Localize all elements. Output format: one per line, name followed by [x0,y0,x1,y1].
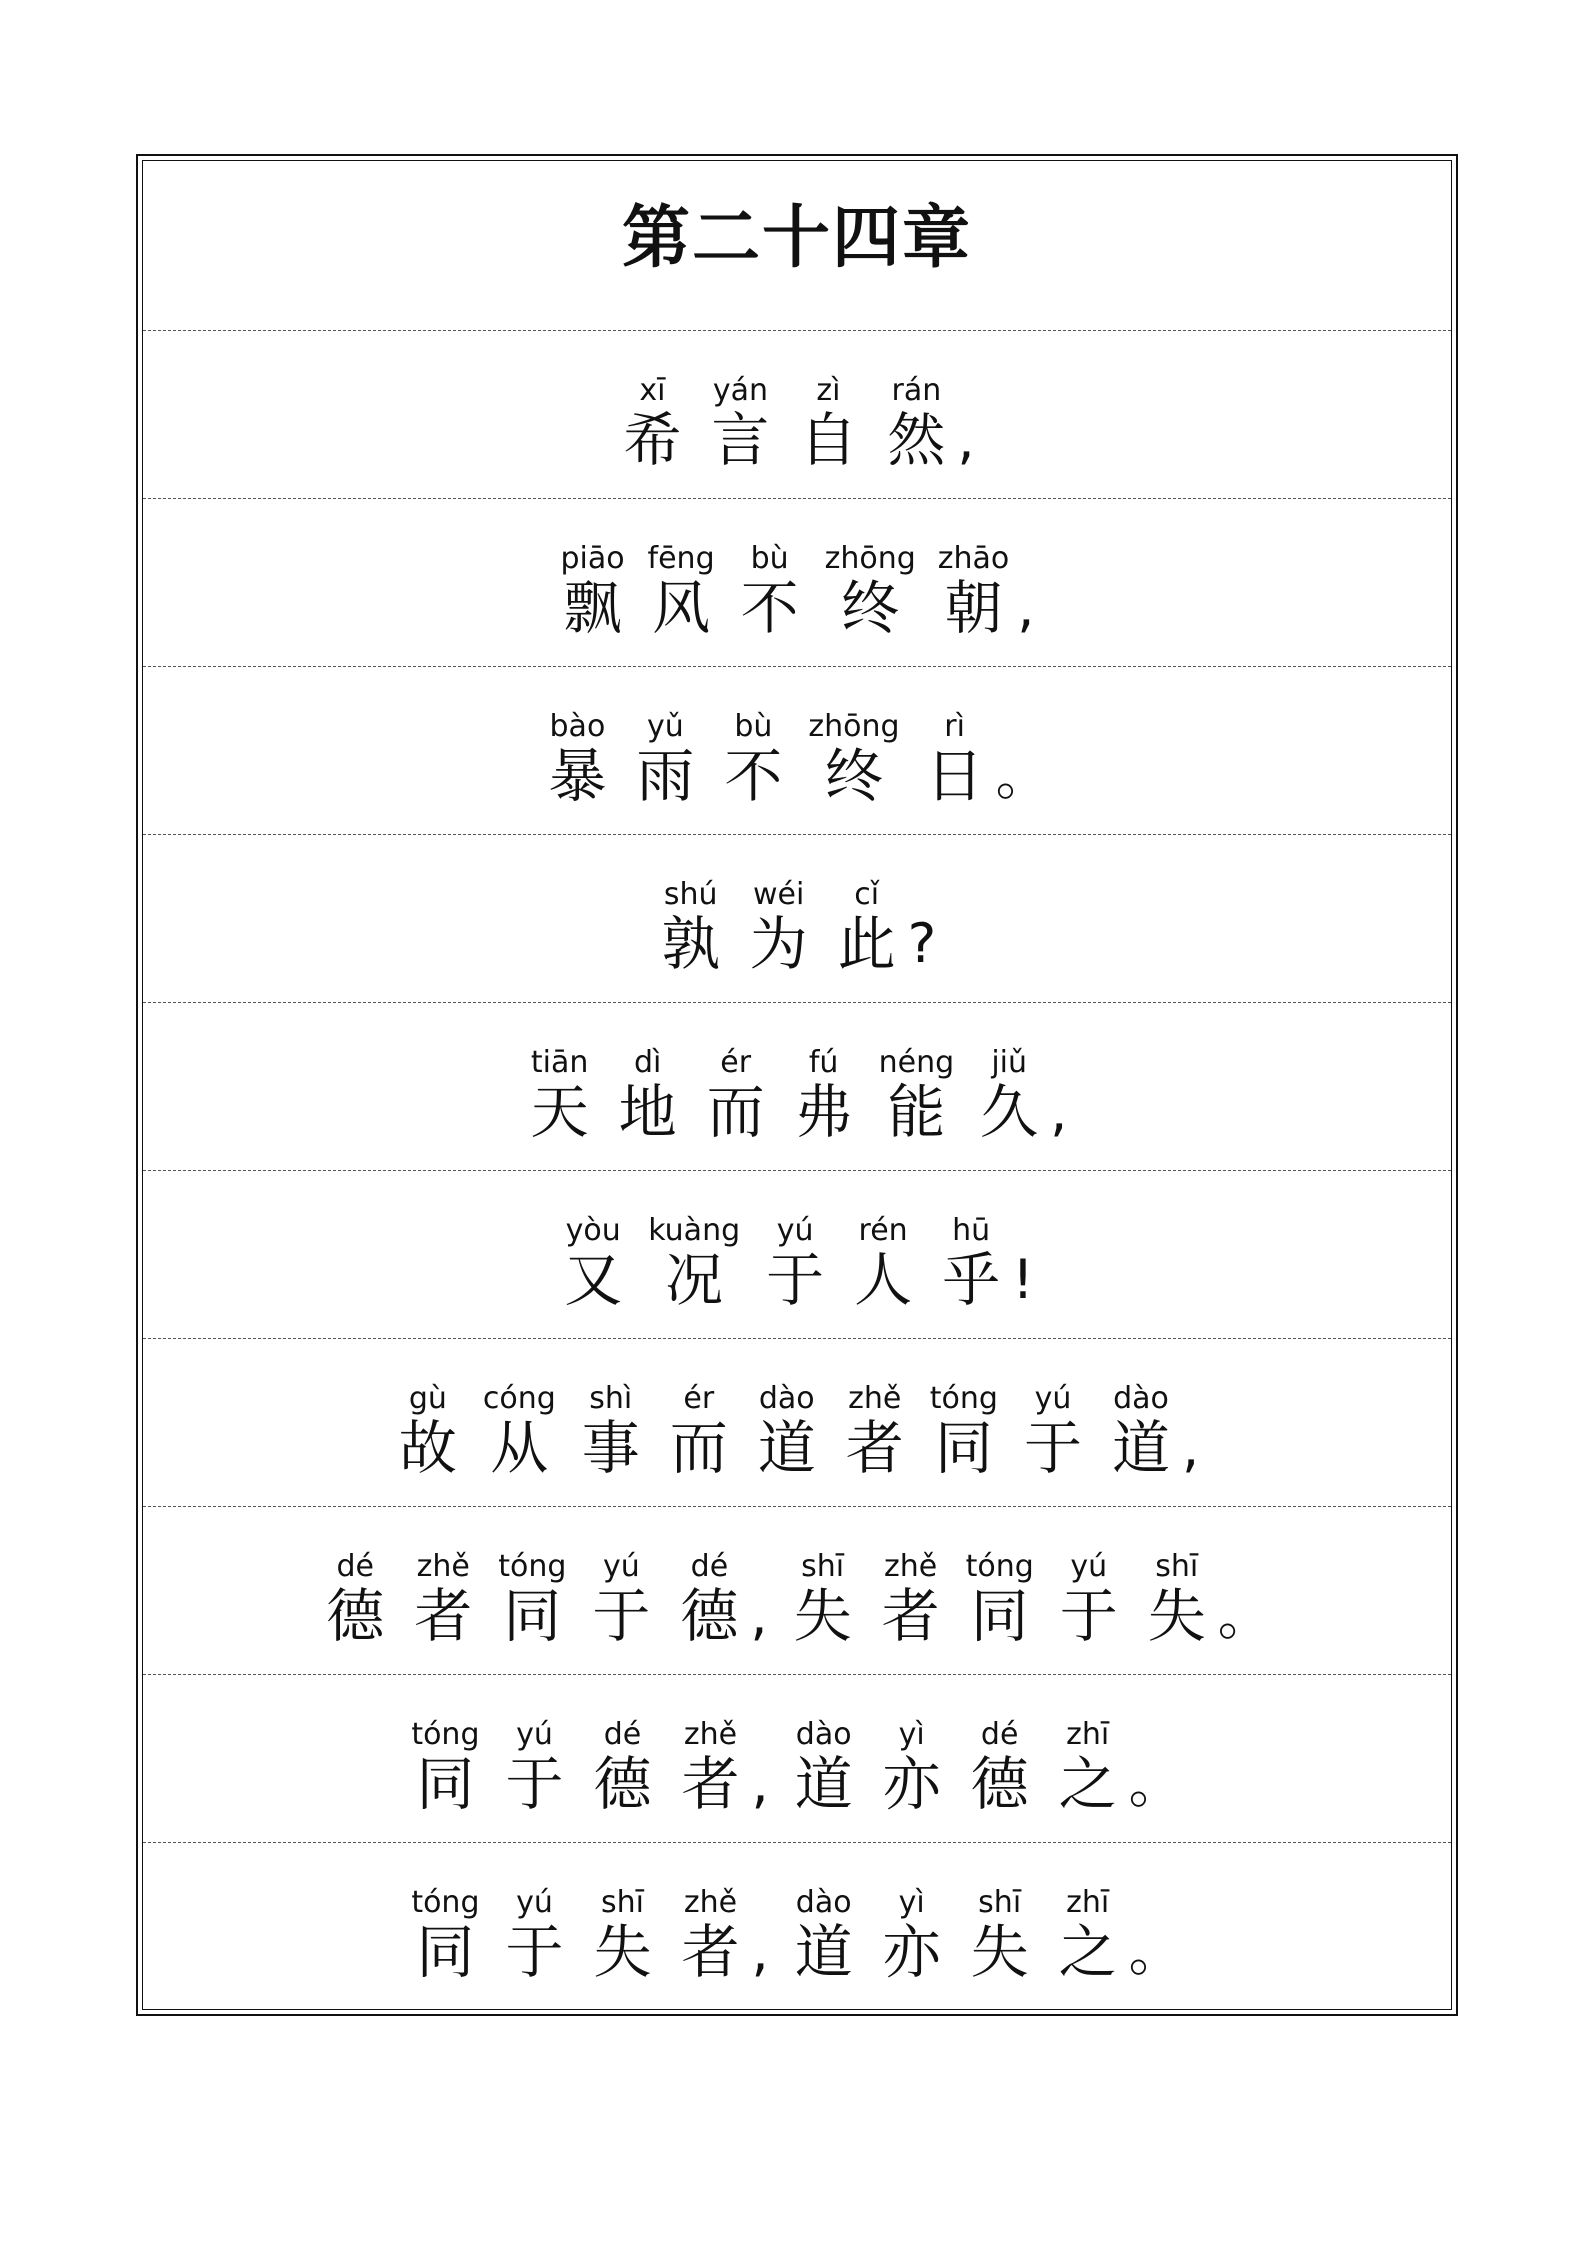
page-frame [136,154,1458,2016]
character-cell [790,1551,856,1649]
character-cell [502,1719,568,1817]
pinyin: shī [601,1885,644,1920]
hanzi: 者 [845,1414,904,1482]
pinyin: rén [858,1213,908,1248]
pinyin: zhě [683,1717,738,1752]
pinyin: tóng [498,1549,567,1584]
pinyin: zhāo [937,541,1010,576]
pinyin: yǔ [647,709,684,744]
hanzi: 于 [766,1246,825,1314]
pinyin: fú [808,1045,839,1080]
hanzi: 自 [799,406,858,474]
character-cell [707,375,773,473]
character-cell [658,879,724,977]
character-cell [967,1719,1033,1817]
character-cell [1020,1383,1086,1481]
hanzi: 天 [530,1078,589,1146]
hanzi: 者 [681,1918,740,1986]
character-cell [411,1887,479,1985]
character-cell [795,375,861,473]
hanzi: 久 [980,1078,1039,1146]
character-cell [1108,1383,1174,1481]
character-cell [879,1719,945,1817]
hanzi: 日 [925,742,984,810]
character-cell [703,1047,769,1145]
hanzi: 乎 [942,1246,1001,1314]
verse-row [143,331,1451,499]
content-box [142,160,1452,2010]
hanzi: 此 [837,910,896,978]
character-cell [922,711,988,809]
character-cell [590,1887,656,1985]
hanzi: 德 [326,1582,385,1650]
character-cell [720,711,786,809]
pinyin: bù [734,709,773,744]
pinyin: yú [603,1549,640,1584]
hanzi: 者 [881,1582,940,1650]
hanzi: 亦 [882,1750,941,1818]
character-cell [544,711,610,809]
pinyin: yú [516,1885,553,1920]
hanzi: 不 [724,742,783,810]
pinyin: yán [712,373,768,408]
pinyin: shī [978,1885,1022,1920]
hanzi: 同 [416,1918,475,1986]
chapter-title: 第二十四章 [621,199,972,278]
pinyin: zhōng [808,709,900,744]
character-cell [762,1215,828,1313]
pinyin: cǐ [854,877,880,912]
character-cell [938,1215,1004,1313]
character-cell [791,1719,857,1817]
pinyin: dào [758,1381,815,1416]
character-cell [1056,1551,1122,1649]
hanzi: 于 [505,1750,564,1818]
hanzi: 事 [581,1414,640,1482]
verse-row [143,1171,1451,1339]
character-cell [1055,1887,1121,1985]
hanzi: 朝 [944,574,1003,642]
punctuation: , [750,1584,768,1647]
pinyin: yú [776,1213,814,1248]
pinyin: shì [589,1381,633,1416]
punctuation: , [1050,1080,1068,1143]
pinyin: shī [801,1549,845,1584]
hanzi: 者 [414,1582,473,1650]
verse-line [143,711,1451,809]
pinyin: shú [663,877,718,912]
character-cell [791,1047,857,1145]
punctuation: 。 [995,744,1050,807]
pinyin: néng [878,1045,955,1080]
hanzi: 希 [623,406,682,474]
pinyin: wéi [752,877,805,912]
pinyin: yì [898,1717,925,1752]
hanzi: 同 [970,1582,1029,1650]
character-cell [791,1887,857,1985]
pinyin: fēng [647,541,715,576]
character-cell [322,1551,388,1649]
character-cell [666,1383,732,1481]
hanzi: 飘 [563,574,622,642]
hanzi: 从 [490,1414,549,1482]
verse-line [143,1719,1451,1817]
character-cell [502,1887,568,1985]
hanzi: 雨 [636,742,695,810]
pinyin: yì [898,1885,925,1920]
pinyin: dào [795,1717,852,1752]
pinyin: zhě [848,1381,902,1416]
pinyin: bào [549,709,606,744]
verse-row [143,1675,1451,1843]
pinyin: zhī [1066,1717,1110,1752]
verse-row [143,1003,1451,1171]
character-cell [1055,1719,1121,1817]
pinyin: tóng [965,1549,1034,1584]
pinyin: dào [1113,1381,1169,1416]
character-cell [560,543,626,641]
character-cell [678,1887,744,1985]
character-cell [588,1551,654,1649]
hanzi: 同 [416,1750,475,1818]
pinyin: hū [952,1213,991,1248]
pinyin: zhě [416,1549,470,1584]
hanzi: 于 [1023,1414,1082,1482]
punctuation: ! [1012,1248,1034,1311]
pinyin: rán [891,373,942,408]
hanzi: 德 [593,1750,652,1818]
character-cell [850,1215,916,1313]
hanzi: 者 [681,1750,740,1818]
hanzi: 然 [887,406,946,474]
character-cell [825,543,916,641]
character-cell [808,711,899,809]
character-cell [842,1383,908,1481]
pinyin: ér [720,1045,752,1080]
hanzi: 暴 [548,742,607,810]
character-cell [976,1047,1042,1145]
pinyin: tiān [530,1045,589,1080]
punctuation: 。 [1217,1584,1272,1647]
pinyin: yú [1034,1381,1072,1416]
verse-line [143,543,1451,641]
pinyin: dé [690,1549,729,1584]
verse-line [143,1047,1451,1145]
hanzi: 失 [793,1582,852,1650]
character-cell [498,1551,566,1649]
verse-row [143,835,1451,1003]
hanzi: 之 [1058,1750,1117,1818]
punctuation: 。 [1128,1920,1183,1983]
punctuation: , [751,1752,769,1815]
pinyin: dé [603,1717,642,1752]
punctuation: , [957,408,975,471]
character-cell [930,1383,998,1481]
character-cell [632,711,698,809]
pinyin: zì [816,373,841,408]
character-cell [754,1383,820,1481]
pinyin: jiǔ [991,1045,1028,1080]
character-cell [578,1383,644,1481]
character-cell [395,1383,461,1481]
verse-line [143,1215,1451,1313]
punctuation: ? [907,912,937,975]
character-cell [615,1047,681,1145]
hanzi: 失 [970,1918,1029,1986]
character-cell [410,1551,476,1649]
punctuation: , [751,1920,769,1983]
pinyin: cóng [482,1381,556,1416]
pinyin: tóng [929,1381,998,1416]
pinyin: bù [750,541,789,576]
character-cell [619,375,685,473]
hanzi: 于 [1059,1582,1118,1650]
hanzi: 同 [934,1414,993,1482]
hanzi: 又 [564,1246,623,1314]
hanzi: 不 [740,574,799,642]
pinyin: zhōng [824,541,916,576]
hanzi: 故 [398,1414,457,1482]
pinyin: dé [980,1717,1019,1752]
pinyin: yòu [565,1213,621,1248]
hanzi: 道 [1111,1414,1170,1482]
pinyin: tóng [411,1885,480,1920]
pinyin: tóng [411,1717,480,1752]
hanzi: 于 [592,1582,651,1650]
pinyin: dào [795,1885,852,1920]
character-cell [411,1719,479,1817]
verse-row [143,667,1451,835]
punctuation: , [1017,576,1035,639]
hanzi: 道 [757,1414,816,1482]
hanzi: 终 [841,574,900,642]
hanzi: 之 [1058,1918,1117,1986]
pinyin: dé [336,1549,374,1584]
character-cell [966,1551,1034,1649]
punctuation: , [1181,1416,1200,1479]
punctuation: 。 [1128,1752,1183,1815]
hanzi: 道 [794,1918,853,1986]
hanzi: 为 [749,910,808,978]
pinyin: yú [1070,1549,1108,1584]
character-cell [967,1887,1033,1985]
hanzi: 于 [505,1918,564,1986]
character-cell [879,1887,945,1985]
hanzi: 况 [665,1246,724,1314]
character-cell [648,543,715,641]
verse-line [143,1551,1451,1649]
verse-row [143,1507,1451,1675]
pinyin: zhī [1066,1885,1110,1920]
hanzi: 同 [503,1582,562,1650]
hanzi: 风 [652,574,711,642]
character-cell [878,1551,944,1649]
hanzi: 地 [618,1078,677,1146]
character-cell [590,1719,656,1817]
pinyin: kuàng [648,1213,741,1248]
pinyin: rì [944,709,965,744]
character-cell [527,1047,593,1145]
character-cell [560,1215,626,1313]
hanzi: 而 [669,1414,728,1482]
hanzi: 能 [887,1078,946,1146]
verse-line [143,1887,1451,1985]
hanzi: 弗 [794,1078,853,1146]
character-cell [834,879,900,977]
character-cell [648,1215,740,1313]
verse-row [143,499,1451,667]
hanzi: 失 [1147,1582,1206,1650]
verse-row [143,1339,1451,1507]
character-cell [737,543,803,641]
hanzi: 道 [794,1750,853,1818]
pinyin: shī [1155,1549,1199,1584]
hanzi: 失 [593,1918,652,1986]
pinyin: zhě [683,1885,738,1920]
pinyin: ér [683,1381,715,1416]
character-cell [1144,1551,1210,1649]
character-cell [746,879,812,977]
hanzi: 言 [711,406,770,474]
character-cell [483,1383,556,1481]
character-cell [879,1047,955,1145]
pinyin: yú [516,1717,553,1752]
hanzi: 终 [824,742,883,810]
pinyin: gù [408,1381,447,1416]
verse-line [143,1383,1451,1481]
verse-row [143,1843,1451,2011]
pinyin: dì [633,1045,662,1080]
hanzi: 德 [970,1750,1029,1818]
pinyin: zhě [883,1549,938,1584]
hanzi: 亦 [882,1918,941,1986]
hanzi: 德 [680,1582,739,1650]
verse-line [143,375,1451,473]
verse-line [143,879,1451,977]
character-cell [676,1551,742,1649]
hanzi: 孰 [661,910,720,978]
character-cell [883,375,949,473]
hanzi: 而 [706,1078,765,1146]
title-row [143,161,1451,331]
pinyin: piāo [560,541,625,576]
character-cell [938,543,1010,641]
hanzi: 人 [854,1246,913,1314]
pinyin: xī [639,373,666,408]
character-cell [678,1719,744,1817]
